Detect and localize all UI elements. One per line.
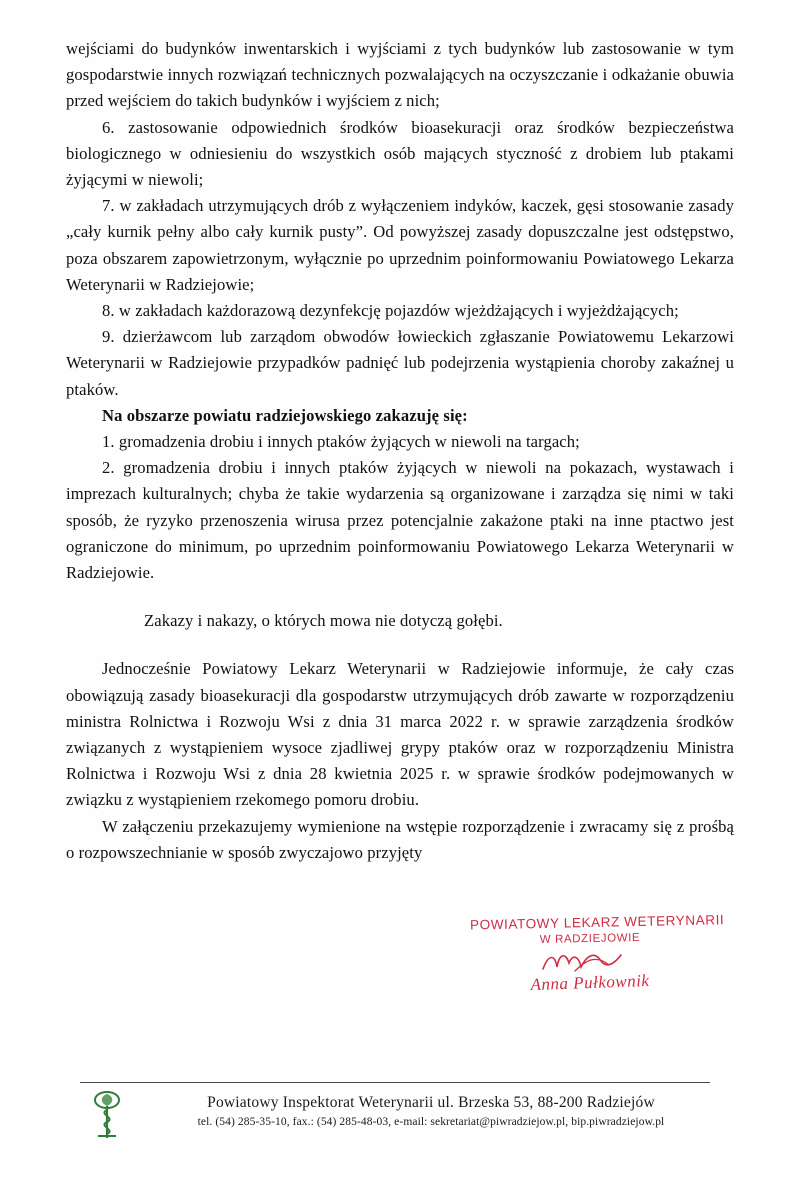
paragraph-item-6: 6. zastosowanie odpowiednich środków bioasekuracji oraz środków bezpieczeństwa biologicznego w odniesieniu do wszystkich osób mających styczność z drobiem lub ptakami żyjącymi w niewoli; <box>66 117 734 190</box>
footer-contact-details: tel. (54) 285-35-10, fax.: (54) 285-48-03, e-mail: sekretariat@piwradziejow.pl, bip.piwradziejow.pl <box>197 1116 665 1128</box>
paragraph-pigeons-note: Zakazy i nakazy, o których mowa nie dotyczą gołębi. <box>144 611 503 631</box>
document-footer <box>80 1082 720 1162</box>
prohibition-heading: Na obszarze powiatu radziejowskiego zakazuję się: <box>102 405 468 425</box>
signature-block <box>469 912 725 995</box>
paragraph-info: Jednocześnie Powiatowy Lekarz Weterynarii w Radziejowie informuje, że cały czas obowiązują zasady bioasekuracji dla gospodarstw utrzymujących drób zawarte w rozporządzeniu ministra Rolnictwa i Rozwoju Wsi z dnia 31 marca 2022 r. w sprawie zarządzenia środków związanych z wystąpieniem wysoce zjadliwej grypy ptaków oraz w rozporządzeniu Ministra Rolnictwa i Rozwoju Wsi z dnia 28 kwietnia 2025 r. w sprawie środków podejmowanych w związku z wystąpieniem rzekomego pomoru drobiu. <box>66 659 734 810</box>
spacer <box>66 634 734 656</box>
paragraph-ban-1: 1. gromadzenia drobiu i innych ptaków żyjących w niewoli na targach; <box>102 432 580 452</box>
stamp-location-line: W RADZIEJOWIE <box>539 931 641 947</box>
signature-name: Anna Pułkownik <box>530 970 650 995</box>
paragraph-continued-top: wejściami do budynków inwentarskich i wyjściami z tych budynków lub zastosowanie w tym gospodarstwie innych rozwiązań technicznych pozwalających na oczyszczanie i odkażanie obuwia przed wejściem do takich budynków i wyjściem z nich; <box>66 39 734 111</box>
spacer <box>66 586 734 608</box>
paragraph-item-8: 8. w zakładach każdorazową dezynfekcję pojazdów wjeżdżających i wyjeżdżających; <box>102 301 679 321</box>
footer-contact <box>142 1094 720 1128</box>
veterinary-caduceus-logo-icon <box>84 1090 130 1142</box>
stamp-title-line: POWIATOWY LEKARZ WETERYNARII <box>469 912 725 933</box>
paragraph-ban-2: 2. gromadzenia drobiu i innych ptaków żyjących w niewoli na pokazach, wystawach i imprezach kulturalnych; chyba że takie wydarzenia są organizowane i zarządza się nimi w taki sposób, że ryzyko przenoszenia wirusa przez potencjalnie zakażone ptaki na inne ptactwo jest ograniczone do minimum, po uprzednim poinformowaniu Powiatowego Lekarza Weterynarii w Radziejowie. <box>66 458 734 583</box>
document-body <box>66 36 734 866</box>
paragraph-item-9: 9. dzierżawcom lub zarządom obwodów łowieckich zgłaszanie Powiatowemu Lekarzowi Weterynarii w Radziejowie przypadków padnięć lub podejrzenia wystąpienia choroby zakaźnej u ptaków. <box>66 327 734 399</box>
paragraph-item-7: 7. w zakładach utrzymujących drób z wyłączeniem indyków, kaczek, gęsi stosowanie zasady „cały kurnik pełny albo cały kurnik pusty”. Od powyższej zasady dopuszczalne jest odstępstwo, poza obszarem zapowietrzonym, wyłącznie po uprzednim poinformowaniu Powiatowego Lekarza Weterynarii w Radziejowie; <box>66 196 734 294</box>
paragraph-attachment: W załączeniu przekazujemy wymienione na wstępie rozporządzenie i zwracamy się z prośbą o rozpowszechnianie w sposób zwyczajowo przyjęty <box>66 816 734 862</box>
footer-address: Powiatowy Inspektorat Weterynarii ul. Brzeska 53, 88-200 Radziejów <box>207 1094 655 1111</box>
